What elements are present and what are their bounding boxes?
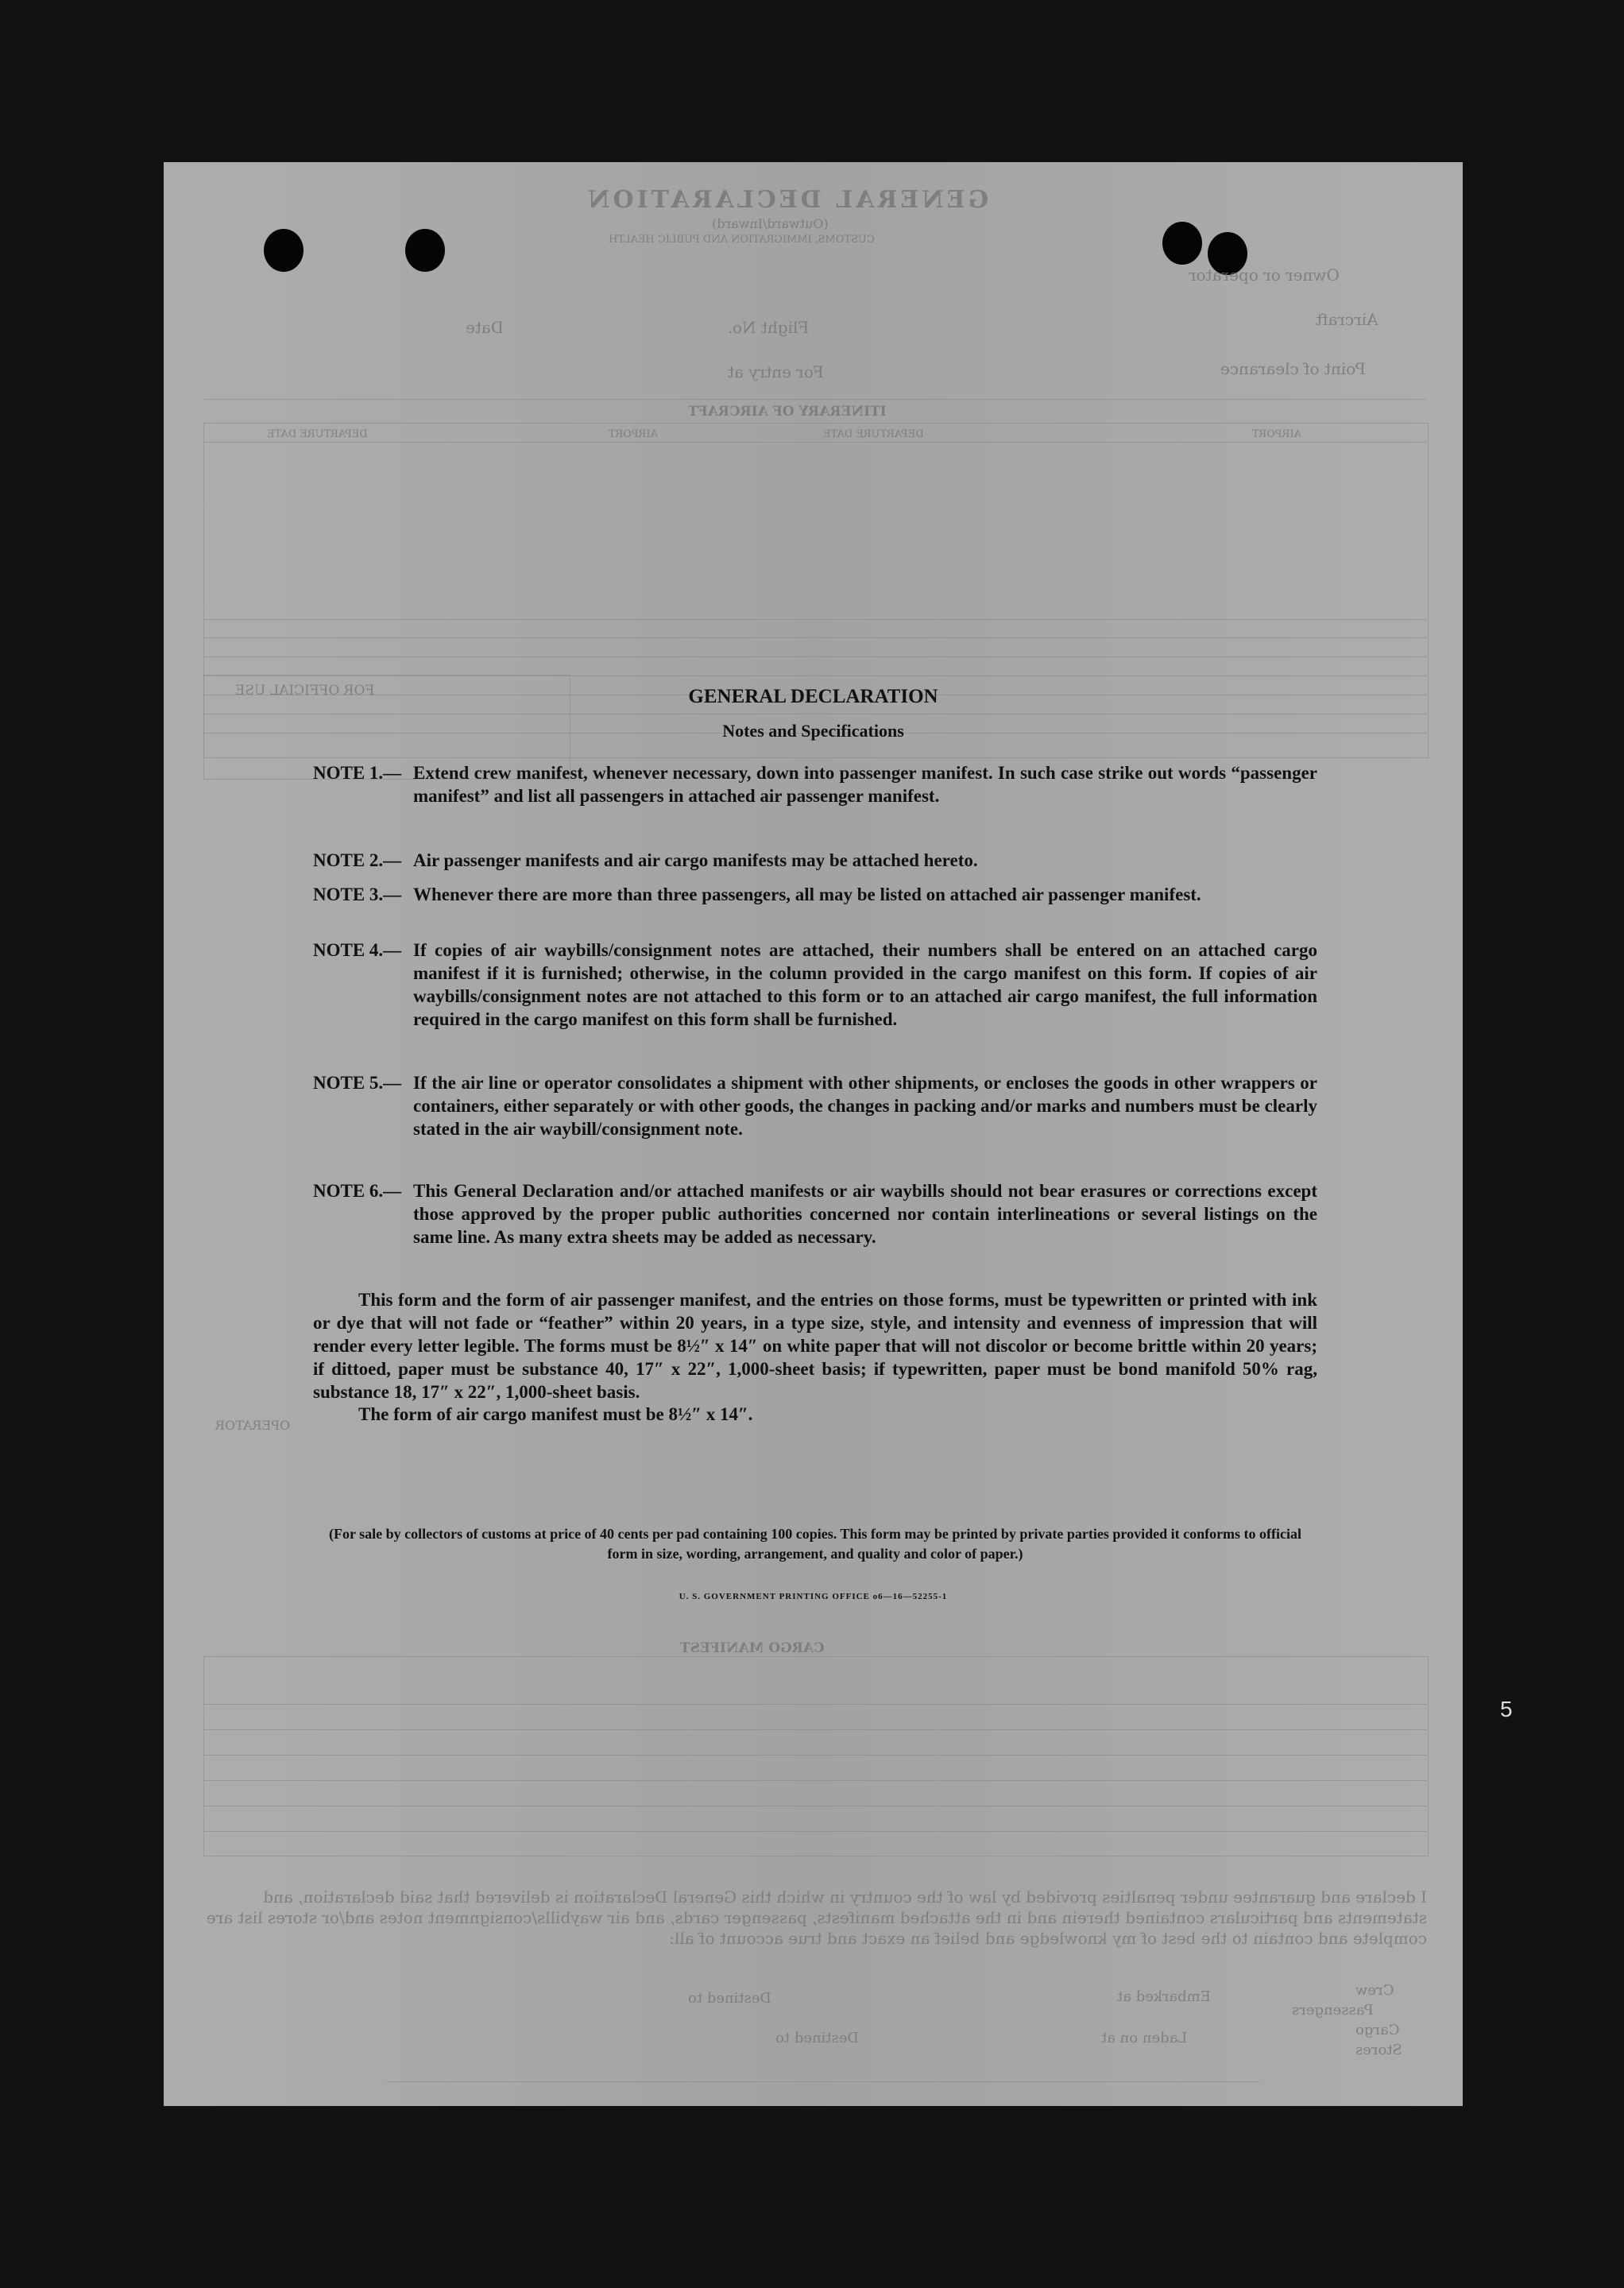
- note-label: NOTE 4.—: [313, 940, 402, 960]
- note-text: Air passenger manifests and air cargo manifests may be attached hereto.: [413, 850, 978, 870]
- note-5: [313, 1071, 1317, 1140]
- note-label: NOTE 1.—: [313, 763, 402, 783]
- bleed-through-label: Stores: [1355, 2042, 1402, 2058]
- bleed-through-label: Cargo: [1355, 2022, 1400, 2038]
- paper-specification-paragraph: This form and the form of air passenger manifest, and the entries on those forms, must be typewritten or printed with ink or dye that will not fade or “feather” within 20 years, in a type size, style, and intensity and evenness of impression that will render every letter legible. The forms must be 8½″ x 14″ on white paper that will not discolor or become brittle within 20 years; if dittoed, paper must be substance 40, 17″ x 22″, 1,000-sheet basis; if typewritten, paper must be bond manifold 50% rag, substance 18, 17″ x 22″, 1,000-sheet basis.: [313, 1290, 1317, 1402]
- bleed-through-column: DEPARTURE DATE: [267, 428, 368, 440]
- note-2: [313, 849, 1317, 872]
- bleed-through-label: Owner or operator: [1189, 265, 1340, 285]
- punch-hole: [1162, 222, 1202, 265]
- bleed-through-label: Point of clearance: [1220, 359, 1366, 378]
- note-label: NOTE 5.—: [313, 1073, 402, 1093]
- note-label: NOTE 2.—: [313, 850, 402, 870]
- page-title: GENERAL DECLARATION: [688, 686, 938, 707]
- bleed-through-label: Destined to: [688, 1990, 771, 2007]
- bleed-through-subtitle: (Outward/Inward): [712, 216, 829, 231]
- note-label: NOTE 3.—: [313, 885, 402, 904]
- bleed-through-label: Crew: [1355, 1982, 1394, 1999]
- cargo-manifest-size-paragraph: The form of air cargo manifest must be 8½″ x 14″.: [358, 1404, 753, 1424]
- bleed-through-label: For entry at: [728, 362, 824, 381]
- bleed-through-label: Aircraft: [1316, 310, 1378, 329]
- bleed-through-label: Date: [466, 318, 504, 337]
- bleed-through-title: GENERAL DECLARATION: [585, 186, 989, 214]
- bleed-through-heading: CARGO MANIFEST: [680, 1640, 825, 1656]
- note-text: This General Declaration and/or attached manifests or air waybills should not bear erasures or corrections except those approved by the proper public authorities concerned nor contain interlineations or several listings on the same line. As many extra sheets may be added as necessary.: [413, 1181, 1317, 1247]
- note-1: [313, 761, 1317, 807]
- note-3: [313, 883, 1317, 906]
- punch-hole: [264, 229, 304, 272]
- note-6: [313, 1179, 1317, 1249]
- bleed-through-heading: FOR OFFICIAL USE: [235, 683, 375, 699]
- document-page: [164, 162, 1463, 2106]
- bleed-through-declaration: I declare and guarantee under penalties provided by law of the country in which this General Declaration is delivered that said declaration, and statements and particulars contained therein and in the attached manifests, passenger cards, and air waybills/consignment notes and/or stores list are complete and contain to the best of my knowledge and belief an exact and true account of all:: [206, 1887, 1427, 1948]
- bleed-through-label: Destined to: [775, 2030, 859, 2046]
- note-text: If the air line or operator consolidates a shipment with other shipments, or encloses the goods in other wrappers or containers, either separately or with other goods, the changes in packing and/or marks and numbers must be clearly stated in the air waybill/consignment note.: [413, 1073, 1317, 1139]
- bleed-through-label: Passengers: [1292, 2002, 1374, 2019]
- punch-hole: [405, 229, 445, 272]
- bleed-through-subtitle: CUSTOMS, IMMIGRATION AND PUBLIC HEALTH: [609, 234, 875, 246]
- bleed-through-heading: ITINERARY OF AIRCRAFT: [688, 404, 887, 420]
- bleed-through-column: AIRPORT: [1252, 428, 1301, 440]
- sale-note: (For sale by collectors of customs at price of 40 cents per pad containing 100 copies. This form may be printed by private parties provided it conforms to official form in size, wording, arrangement, and quality and color of paper.): [328, 1526, 1302, 1562]
- note-text: Extend crew manifest, whenever necessary, down into passenger manifest. In such case strike out words “passenger manifest” and list all passengers in attached air passenger manifest.: [413, 763, 1317, 806]
- margin-mark: 5: [1500, 1697, 1513, 1721]
- bleed-through-column: DEPARTURE DATE: [823, 428, 924, 440]
- note-text: If copies of air waybills/consignment notes are attached, their numbers shall be entered on an attached cargo manifest if it is furnished; otherwise, in the column provided in the cargo manifest on this form. If copies of air waybills/consignment notes are not attached to this form or to an attached air cargo manifest, the full information required in the cargo manifest on this form shall be furnished.: [413, 940, 1317, 1029]
- bleed-through-label: Embarked at: [1117, 1988, 1211, 2005]
- bleed-through-column: AIRPORT: [609, 428, 658, 440]
- note-4: [313, 939, 1317, 1031]
- page-subtitle: Notes and Specifications: [722, 721, 904, 741]
- bleed-through-label: Flight No.: [728, 318, 810, 337]
- printer-line: U. S. GOVERNMENT PRINTING OFFICE o6—16—52255-1: [679, 1592, 948, 1601]
- bleed-through-heading: OPERATOR: [215, 1418, 291, 1433]
- note-text: Whenever there are more than three passengers, all may be listed on attached air passenger manifest.: [413, 885, 1201, 904]
- bleed-through-label: Laden on at: [1101, 2030, 1188, 2046]
- note-label: NOTE 6.—: [313, 1181, 402, 1201]
